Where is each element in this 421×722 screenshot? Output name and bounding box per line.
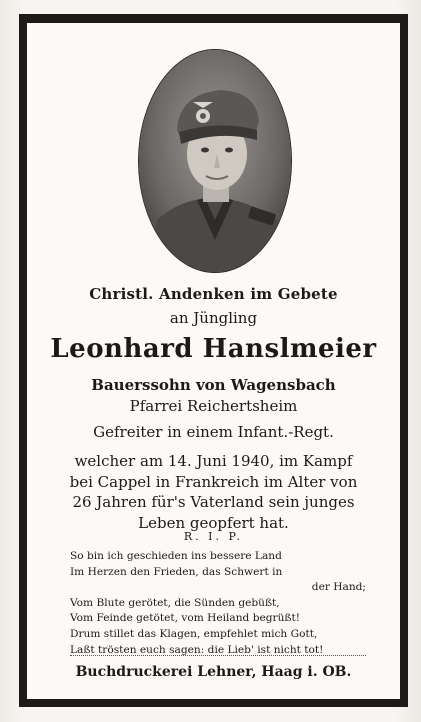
printer-imprint: Buchdruckerei Lehner, Haag i. OB. (75, 664, 352, 680)
rip-label: R. I. P. (183, 530, 244, 543)
memorial-poem (70, 549, 366, 658)
origin-line: Bauerssohn von Wagensbach (91, 376, 336, 394)
death-notice-line: Leben geopfert hat. (138, 513, 289, 532)
death-notice (27, 451, 400, 533)
heading: Christl. Andenken im Gebete (89, 285, 338, 303)
poem-line: Laßt trösten euch sagen: die Lieb' ist nicht tot! (70, 643, 324, 656)
poem-line: Drum stillet das Klagen, empfehlet mich Gott, (70, 627, 318, 640)
poem-line: Im Herzen den Frieden, das Schwert in (70, 565, 283, 578)
poem-line: So bin ich geschieden ins bessere Land (70, 550, 282, 562)
deceased-name: Leonhard Hanslmeier (50, 334, 377, 364)
death-notice-line: welcher am 14. Juni 1940, im Kampf (74, 452, 353, 470)
death-notice-line: bei Cappel in Frankreich im Alter von (69, 472, 358, 491)
rank-line: Gefreiter in einem Infant.-Regt. (93, 423, 334, 441)
portrait-icon (139, 50, 291, 272)
parish-line: Pfarrei Reichertsheim (129, 397, 298, 415)
soldier-portrait-photo (139, 50, 291, 272)
divider (70, 655, 366, 656)
death-notice-line: 26 Jahren für's Vaterland sein junges (72, 493, 355, 511)
poem-line: Vom Feinde getötet, vom Heiland begrüßt! (70, 612, 300, 625)
subheading: an Jüngling (169, 309, 258, 327)
poem-line: der Hand; (311, 581, 366, 594)
poem-line: Vom Blute gerötet, die Sünden gebüßt, (70, 596, 280, 609)
